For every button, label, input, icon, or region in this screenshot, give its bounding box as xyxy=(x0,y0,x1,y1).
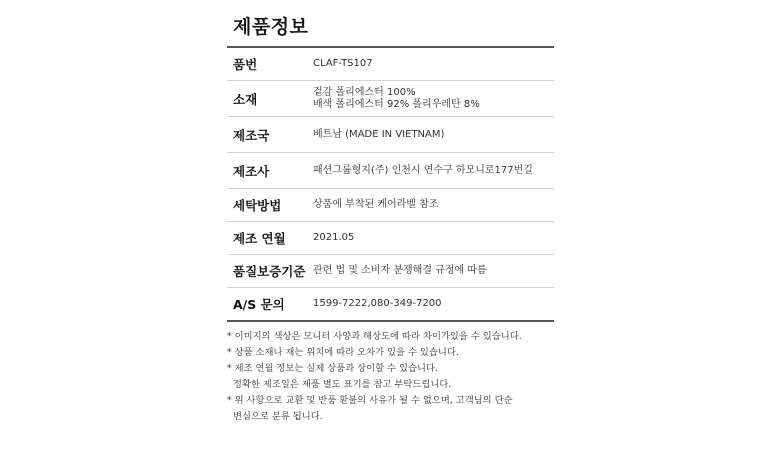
notice-item: * 위 사항으로 교환 및 반품 환불의 사유가 될 수 없으며, 고객님의 단순 xyxy=(227,395,513,406)
row-value: 패션그룹형지(주) 인천시 연수구 하모니로177번길 xyxy=(313,164,533,176)
row-label: 제조 연월 xyxy=(233,231,286,246)
notice-list xyxy=(227,329,587,425)
table-row-quality-standard xyxy=(227,255,554,288)
page-title: 제품정보 xyxy=(233,16,309,38)
row-label: 제조국 xyxy=(233,127,270,143)
product-info-table xyxy=(227,46,554,322)
row-label: 소재 xyxy=(233,91,258,107)
row-value: 베트남 (MADE IN VIETNAM) xyxy=(313,128,445,140)
notice-item: * 제조 연월 정보는 실제 상품과 상이할 수 있습니다. xyxy=(227,363,438,374)
row-label: A/S 문의 xyxy=(233,297,285,312)
table-row-manufacturer xyxy=(227,153,554,189)
notice-item: 정확한 제조일은 제품 별도 표기를 참고 부탁드립니다. xyxy=(233,379,452,390)
row-label: 품번 xyxy=(233,57,258,72)
notice-item: * 상품 소재나 재는 위치에 따라 오차가 있을 수 있습니다. xyxy=(227,347,459,358)
row-value: CLAF-TS107 xyxy=(313,58,373,69)
row-label: 품질보증기준 xyxy=(233,264,306,279)
row-value xyxy=(313,87,554,111)
row-label: 제조사 xyxy=(233,163,270,179)
row-value: 1599-7222,080-349-7200 xyxy=(313,298,442,309)
material-line: 배색 폴리에스터 92% 폴리우레탄 8% xyxy=(313,98,480,110)
row-label: 세탁방법 xyxy=(233,198,282,213)
material-line: 겉감 폴리에스터 100% xyxy=(313,86,416,98)
notice-item: 변심으로 분류 됩니다. xyxy=(233,411,323,422)
table-row-material xyxy=(227,81,554,117)
table-row-as-contact xyxy=(227,288,554,322)
notice-item: * 이미지의 색상은 모니터 사양과 해상도에 따라 차이가있을 수 있습니다. xyxy=(227,331,522,342)
table-row-washing xyxy=(227,189,554,222)
row-value: 관련 법 및 소비자 분쟁해결 규정에 따름 xyxy=(313,265,487,276)
table-row-manufacture-date xyxy=(227,222,554,255)
row-value: 상품에 부착된 케어라벨 참조 xyxy=(313,199,439,210)
table-row-country xyxy=(227,117,554,153)
row-value: 2021.05 xyxy=(313,232,355,243)
table-row-item-number xyxy=(227,48,554,81)
